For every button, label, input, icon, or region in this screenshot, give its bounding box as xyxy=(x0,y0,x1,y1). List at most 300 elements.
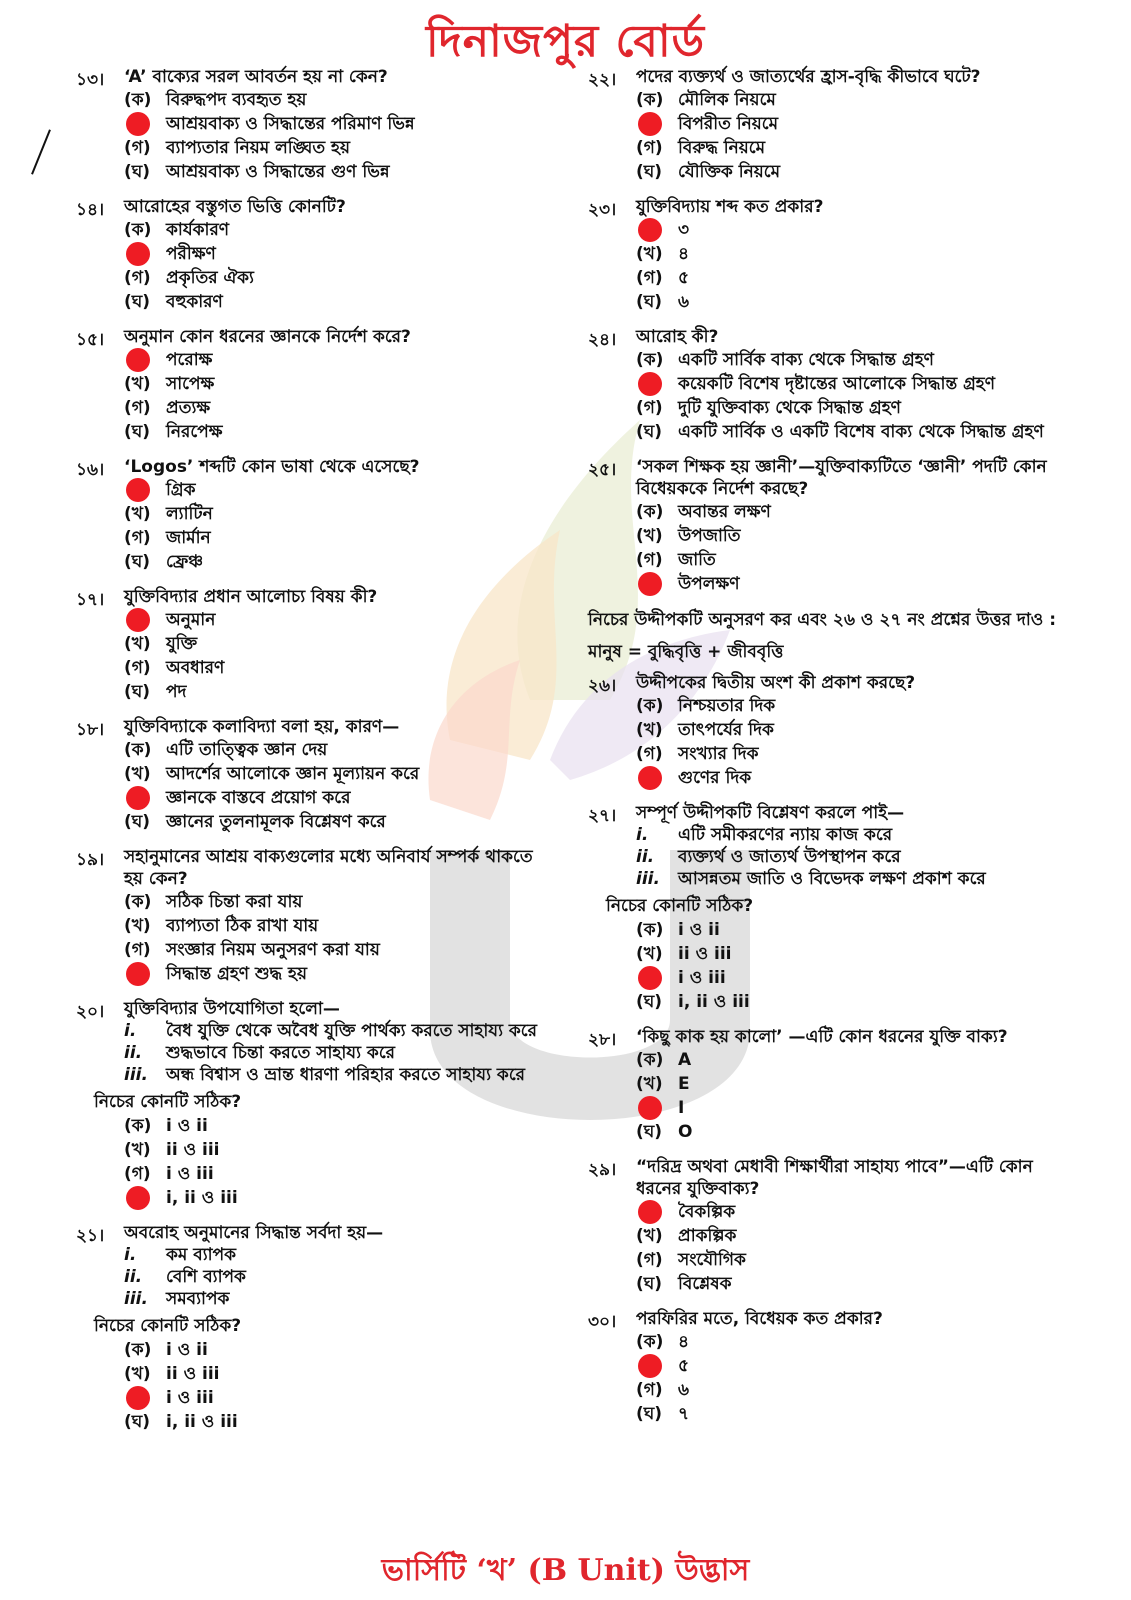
option-text: I xyxy=(678,1098,685,1118)
option-text: সংখ্যার দিক xyxy=(678,744,759,764)
option-label: (ঘ) xyxy=(636,1404,663,1424)
question-text: সম্পূর্ণ উদ্দীপকটি বিশ্লেষণ করলে পাই— xyxy=(636,803,905,823)
option-label: (গ) xyxy=(636,398,663,418)
answer-option xyxy=(124,938,556,962)
option-label: (খ) xyxy=(124,916,151,936)
answer-option xyxy=(636,1096,1058,1120)
question-number: ১৬। xyxy=(76,460,105,480)
answer-option xyxy=(636,1272,1058,1296)
answer-option xyxy=(124,348,556,372)
correct-answer-dot xyxy=(126,1386,150,1410)
option-label: (খ) xyxy=(124,1140,151,1160)
option-label: (গ) xyxy=(636,138,663,158)
option-label: (গ) xyxy=(636,744,663,764)
question-number: ২০। xyxy=(76,1002,105,1022)
statement xyxy=(636,868,1058,890)
statement xyxy=(124,1266,556,1288)
answer-option xyxy=(124,608,556,632)
correct-answer-dot xyxy=(126,242,150,266)
option-label: (গ) xyxy=(636,268,663,288)
option-label: (ক) xyxy=(124,220,152,240)
option-label: (ক) xyxy=(636,1050,664,1070)
question-text: উদ্দীপকের দ্বিতীয় অংশ কী প্রকাশ করছে? xyxy=(636,673,916,693)
answer-option xyxy=(124,290,556,314)
option-text: ৩ xyxy=(678,220,690,240)
option-label: (ক) xyxy=(124,1340,152,1360)
answer-option xyxy=(124,1386,556,1410)
option-text: বহুকারণ xyxy=(166,292,223,312)
statement-label: i. xyxy=(636,825,649,845)
answer-option xyxy=(124,502,556,526)
option-text: অনুমান xyxy=(166,610,216,630)
answer-option xyxy=(636,136,1058,160)
answer-option xyxy=(636,694,1058,718)
option-text: একটি সার্বিক ও একটি বিশেষ বাক্য থেকে সিদ্ধান্ত গ্রহণ xyxy=(678,422,1044,442)
question-number: ২৭। xyxy=(588,806,617,826)
correct-answer-dot xyxy=(638,1096,662,1120)
question-body xyxy=(124,196,556,314)
statement-text: শুদ্ধভাবে চিন্তা করতে সাহায্য করে xyxy=(166,1043,396,1063)
option-label: (ঘ) xyxy=(124,682,151,702)
statement-text: অন্ধ বিশ্বাস ও ভ্রান্ত ধারণা পরিহার করতে সাহায্য করে xyxy=(166,1065,526,1085)
answer-option xyxy=(124,478,556,502)
page-title: দিনাজপুর বোর্ড xyxy=(426,16,705,67)
option-label: (গ) xyxy=(124,398,151,418)
statement-label: ii. xyxy=(124,1043,143,1063)
answer-option xyxy=(636,1378,1058,1402)
answer-option xyxy=(124,762,556,786)
statement-label: ii. xyxy=(124,1267,143,1287)
question-text: যুক্তিবিদ্যার প্রধান আলোচ্য বিষয় কী? xyxy=(124,587,378,607)
answer-option xyxy=(636,372,1058,396)
right-question-column xyxy=(588,66,1058,1438)
option-text: জার্মান xyxy=(166,528,211,548)
option-text: ৫ xyxy=(678,268,690,288)
option-label: (ঘ) xyxy=(636,1122,663,1142)
answer-option xyxy=(124,680,556,704)
question-item xyxy=(588,1156,1058,1296)
option-label: (গ) xyxy=(124,528,151,548)
sub-question: নিচের কোনটি সঠিক? xyxy=(94,1092,242,1112)
correct-answer-dot xyxy=(638,218,662,242)
option-label: (খ) xyxy=(636,720,663,740)
footer-brand: ভার্সিটি ‘খ’ (B Unit) উদ্ভাস xyxy=(381,1553,750,1588)
option-text: i, ii ও iii xyxy=(166,1412,238,1432)
statement-text: কম ব্যাপক xyxy=(166,1245,237,1265)
question-item xyxy=(76,196,556,314)
question-text: ‘A’ বাক্যের সরল আবর্তন হয় না কেন? xyxy=(124,67,388,87)
option-text: E xyxy=(678,1074,690,1094)
correct-answer-dot xyxy=(638,372,662,396)
option-text: A xyxy=(678,1050,692,1070)
option-label: (ঘ) xyxy=(124,552,151,572)
question-item xyxy=(588,672,1058,790)
option-label: (খ) xyxy=(124,374,151,394)
question-number: ৩০। xyxy=(588,1312,617,1332)
answer-option xyxy=(124,420,556,444)
question-number: ২৪। xyxy=(588,330,617,350)
answer-option xyxy=(636,524,1058,548)
option-label: (গ) xyxy=(124,268,151,288)
option-text: ৫ xyxy=(678,1356,690,1376)
option-label: (ঘ) xyxy=(636,992,663,1012)
question-body xyxy=(636,196,1058,314)
question-item xyxy=(588,326,1058,444)
question-body xyxy=(124,716,556,834)
statement-text: এটি সমীকরণের ন্যায় কাজ করে xyxy=(678,825,893,845)
question-body xyxy=(636,66,1058,184)
question-text: পদের ব্যক্ত্যর্থ ও জাত্যর্থের হ্রাস-বৃদ্ধি কীভাবে ঘটে? xyxy=(636,67,981,87)
option-text: ii ও iii xyxy=(166,1140,220,1160)
answer-option xyxy=(124,1138,556,1162)
question-item xyxy=(588,66,1058,184)
statement xyxy=(124,1064,556,1086)
question-item xyxy=(76,716,556,834)
option-text: আশ্রয়বাক্য ও সিদ্ধান্তের পরিমাণ ভিন্ন xyxy=(166,114,415,134)
statement-label: iii. xyxy=(124,1065,148,1085)
question-item xyxy=(76,66,556,184)
question-text: “দরিদ্র অথবা মেধাবী শিক্ষার্থীরা সাহায্য পাবে”—এটি কোন ধরনের যুক্তিবাক্য? xyxy=(636,1157,1033,1199)
question-number: ২৮। xyxy=(588,1030,617,1050)
option-label: (ঘ) xyxy=(124,162,151,182)
option-text: বিপরীত নিয়মে xyxy=(678,114,779,134)
answer-option xyxy=(636,766,1058,790)
question-item xyxy=(76,456,556,574)
option-text: ii ও iii xyxy=(678,944,732,964)
option-text: i ও ii xyxy=(678,920,720,940)
answer-option xyxy=(124,810,556,834)
statement-text: সমব্যাপক xyxy=(166,1289,230,1309)
option-text: O xyxy=(678,1122,693,1142)
statement xyxy=(124,1244,556,1266)
statement-label: i. xyxy=(124,1021,137,1041)
option-text: পরীক্ষণ xyxy=(166,244,216,264)
option-label: (খ) xyxy=(124,764,151,784)
question-text: যুক্তিবিদ্যায় শব্দ কত প্রকার? xyxy=(636,197,824,217)
option-text: i, ii ও iii xyxy=(678,992,750,1012)
answer-option xyxy=(636,966,1058,990)
correct-answer-dot xyxy=(638,966,662,990)
question-item xyxy=(76,998,556,1210)
option-text: প্রাকল্পিক xyxy=(678,1226,737,1246)
question-body xyxy=(636,326,1058,444)
question-number: ১৯। xyxy=(76,850,105,870)
question-body xyxy=(636,1026,1058,1144)
answer-option xyxy=(636,548,1058,572)
option-label: (খ) xyxy=(124,504,151,524)
answer-option xyxy=(636,348,1058,372)
option-text: কয়েকটি বিশেষ দৃষ্টান্তের আলোকে সিদ্ধান্ত গ্রহণ xyxy=(678,374,996,394)
answer-option xyxy=(636,88,1058,112)
option-text: কার্যকারণ xyxy=(166,220,230,240)
option-text: সিদ্ধান্ত গ্রহণ শুদ্ধ হয় xyxy=(166,964,307,984)
statement-label: iii. xyxy=(636,869,660,889)
option-text: জ্ঞানকে বাস্তবে প্রয়োগ করে xyxy=(166,788,351,808)
option-label: (গ) xyxy=(124,1164,151,1184)
option-text: গ্রিক xyxy=(166,480,196,500)
option-text: যৌক্তিক নিয়মে xyxy=(678,162,781,182)
sub-question: নিচের কোনটি সঠিক? xyxy=(606,896,754,916)
option-text: সঠিক চিন্তা করা যায় xyxy=(166,892,303,912)
option-text: ব্যাপ্যতা ঠিক রাখা যায় xyxy=(166,916,319,936)
option-label: (ঘ) xyxy=(636,1274,663,1294)
question-number: ১৪। xyxy=(76,200,105,220)
statement xyxy=(124,1042,556,1064)
question-item xyxy=(76,1222,556,1434)
option-text: এটি তাত্ত্বিক জ্ঞান দেয় xyxy=(166,740,328,760)
option-text: আদর্শের আলোকে জ্ঞান মূল্যায়ন করে xyxy=(166,764,420,784)
option-label: (খ) xyxy=(124,634,151,654)
answer-option xyxy=(124,738,556,762)
option-text: i ও iii xyxy=(166,1164,214,1184)
option-label: (খ) xyxy=(636,944,663,964)
question-number: ১৮। xyxy=(76,720,105,740)
answer-option xyxy=(636,242,1058,266)
answer-option xyxy=(636,1354,1058,1378)
option-text: ফ্রেঞ্চ xyxy=(166,552,204,572)
option-label: (ঘ) xyxy=(124,292,151,312)
question-item xyxy=(76,586,556,704)
option-label: (খ) xyxy=(124,1364,151,1384)
option-text: সংযৌগিক xyxy=(678,1250,746,1270)
option-text: দুটি যুক্তিবাক্য থেকে সিদ্ধান্ত গ্রহণ xyxy=(678,398,901,418)
option-text: আশ্রয়বাক্য ও সিদ্ধান্তের গুণ ভিন্ন xyxy=(166,162,390,182)
option-text: i ও iii xyxy=(166,1388,214,1408)
question-body xyxy=(124,846,556,986)
option-text: অবান্তর লক্ষণ xyxy=(678,502,771,522)
option-text: i ও ii xyxy=(166,1340,208,1360)
question-body xyxy=(606,802,1058,1014)
answer-option xyxy=(124,656,556,680)
option-text: গুণের দিক xyxy=(678,768,752,788)
question-number: ২৩। xyxy=(588,200,617,220)
answer-option xyxy=(636,1224,1058,1248)
answer-option xyxy=(124,914,556,938)
option-label: (ঘ) xyxy=(124,1412,151,1432)
question-text: অনুমান কোন ধরনের জ্ঞানকে নির্দেশ করে? xyxy=(124,327,411,347)
question-item xyxy=(588,1308,1058,1426)
option-text: জ্ঞানের তুলনামূলক বিশ্লেষণ করে xyxy=(166,812,386,832)
answer-option xyxy=(124,136,556,160)
answer-option xyxy=(124,396,556,420)
answer-option xyxy=(124,88,556,112)
answer-option xyxy=(636,918,1058,942)
statement-label: iii. xyxy=(124,1289,148,1309)
answer-option xyxy=(124,1362,556,1386)
option-text: i ও ii xyxy=(166,1116,208,1136)
answer-option xyxy=(124,1162,556,1186)
question-body xyxy=(124,326,556,444)
option-text: প্রকৃতির ঐক্য xyxy=(166,268,254,288)
question-text: পরফিরির মতে, বিধেয়ক কত প্রকার? xyxy=(636,1309,883,1329)
statement-text: ব্যক্ত্যর্থ ও জাত্যর্থ উপস্থাপন করে xyxy=(678,847,901,867)
answer-option xyxy=(124,526,556,550)
stimulus-formula: মানুষ = বুদ্ধিবৃত্তি + জীববৃত্তি xyxy=(588,642,784,662)
option-text: নিরপেক্ষ xyxy=(166,422,223,442)
answer-option xyxy=(636,500,1058,524)
correct-answer-dot xyxy=(126,962,150,986)
option-label: (ক) xyxy=(636,920,664,940)
answer-option xyxy=(124,890,556,914)
option-text: পদ xyxy=(166,682,187,702)
option-label: (ঘ) xyxy=(124,422,151,442)
question-number: ২৫। xyxy=(588,460,617,480)
answer-option xyxy=(124,1410,556,1434)
question-item xyxy=(76,326,556,444)
correct-answer-dot xyxy=(126,1186,150,1210)
question-text: ‘কিছু কাক হয় কালো’ —এটি কোন ধরনের যুক্তি বাক্য? xyxy=(636,1027,1008,1047)
correct-answer-dot xyxy=(126,112,150,136)
question-body xyxy=(124,456,556,574)
answer-option xyxy=(636,942,1058,966)
question-number: ২৯। xyxy=(588,1160,617,1180)
option-label: (ঘ) xyxy=(124,812,151,832)
option-label: (ঘ) xyxy=(636,292,663,312)
answer-option xyxy=(124,112,556,136)
option-text: সাপেক্ষ xyxy=(166,374,215,394)
correct-answer-dot xyxy=(638,766,662,790)
option-label: (খ) xyxy=(636,1074,663,1094)
answer-option xyxy=(636,112,1058,136)
question-item xyxy=(76,846,556,986)
question-body xyxy=(94,1222,556,1434)
option-label: (গ) xyxy=(124,138,151,158)
option-label: (ক) xyxy=(636,350,664,370)
answer-option xyxy=(124,372,556,396)
question-number: ২১। xyxy=(76,1226,105,1246)
option-label: (ক) xyxy=(636,90,664,110)
option-label: (খ) xyxy=(636,1226,663,1246)
left-question-column xyxy=(76,66,556,1446)
option-label: (খ) xyxy=(636,244,663,264)
option-label: (ক) xyxy=(124,90,152,110)
answer-option xyxy=(636,1048,1058,1072)
correct-answer-dot xyxy=(126,786,150,810)
option-label: (গ) xyxy=(636,1250,663,1270)
question-body xyxy=(636,672,1058,790)
option-text: একটি সার্বিক বাক্য থেকে সিদ্ধান্ত গ্রহণ xyxy=(678,350,934,370)
answer-option xyxy=(636,290,1058,314)
question-item xyxy=(588,456,1058,596)
margin-mark xyxy=(31,129,51,174)
stimulus-instruction: নিচের উদ্দীপকটি অনুসরণ কর এবং ২৬ ও ২৭ নং প্রশ্নের উত্তর দাও : xyxy=(588,610,1057,630)
option-text: ৬ xyxy=(678,292,690,312)
question-number: ১৩। xyxy=(76,70,105,90)
statement-text: আসন্নতম জাতি ও বিভেদক লক্ষণ প্রকাশ করে xyxy=(678,869,986,889)
option-text: পরোক্ষ xyxy=(166,350,213,370)
option-text: বৈকল্পিক xyxy=(678,1202,736,1222)
option-label: (ঘ) xyxy=(636,422,663,442)
option-text: বিরুদ্ধপদ ব্যবহৃত হয় xyxy=(166,90,307,110)
correct-answer-dot xyxy=(126,478,150,502)
option-text: যুক্তি xyxy=(166,634,198,654)
option-text: উপজাতি xyxy=(678,526,741,546)
option-label: (ক) xyxy=(124,892,152,912)
option-label: (ঘ) xyxy=(636,162,663,182)
option-text: বিরুদ্ধ নিয়মে xyxy=(678,138,766,158)
answer-option xyxy=(124,550,556,574)
option-text: নিশ্চয়তার দিক xyxy=(678,696,776,716)
question-body xyxy=(636,1156,1058,1296)
answer-option xyxy=(124,1114,556,1138)
option-label: (গ) xyxy=(124,940,151,960)
question-text: আরোহের বস্তুগত ভিত্তি কোনটি? xyxy=(124,197,346,217)
answer-option xyxy=(636,160,1058,184)
answer-option xyxy=(124,632,556,656)
option-text: তাৎপর্যের দিক xyxy=(678,720,774,740)
statement-text: বৈধ যুক্তি থেকে অবৈধ যুক্তি পার্থক্য করতে সাহায্য করে xyxy=(166,1021,537,1041)
answer-option xyxy=(124,218,556,242)
option-text: উপলক্ষণ xyxy=(678,574,740,594)
option-label: (গ) xyxy=(636,550,663,570)
statement xyxy=(124,1288,556,1310)
answer-option xyxy=(124,786,556,810)
answer-option xyxy=(636,1248,1058,1272)
question-body xyxy=(124,66,556,184)
option-text: ৬ xyxy=(678,1380,690,1400)
correct-answer-dot xyxy=(126,608,150,632)
statement-label: ii. xyxy=(636,847,655,867)
statement xyxy=(636,824,1058,846)
answer-option xyxy=(124,242,556,266)
answer-option xyxy=(636,266,1058,290)
option-text: মৌলিক নিয়মে xyxy=(678,90,776,110)
option-label: (ক) xyxy=(124,1116,152,1136)
correct-answer-dot xyxy=(638,1200,662,1224)
statement-text: বেশি ব্যাপক xyxy=(166,1267,246,1287)
question-item xyxy=(588,1026,1058,1144)
question-text: আরোহ কী? xyxy=(636,327,719,347)
question-body xyxy=(124,586,556,704)
option-text: প্রত্যক্ষ xyxy=(166,398,211,418)
answer-option xyxy=(636,218,1058,242)
answer-option xyxy=(636,572,1058,596)
question-text: যুক্তিবিদ্যাকে কলাবিদ্যা বলা হয়, কারণ— xyxy=(124,717,400,737)
option-text: ল্যাটিন xyxy=(166,504,213,524)
option-text: সংজ্ঞার নিয়ম অনুসরণ করা যায় xyxy=(166,940,380,960)
answer-option xyxy=(124,266,556,290)
answer-option xyxy=(636,990,1058,1014)
answer-option xyxy=(636,1120,1058,1144)
option-text: ৪ xyxy=(678,244,690,264)
statement-label: i. xyxy=(124,1245,137,1265)
question-text: ‘Logos’ শব্দটি কোন ভাষা থেকে এসেছে? xyxy=(124,457,420,477)
question-body xyxy=(94,998,556,1210)
correct-answer-dot xyxy=(638,112,662,136)
option-text: ৭ xyxy=(678,1404,690,1424)
correct-answer-dot xyxy=(638,1354,662,1378)
question-number: ১৭। xyxy=(76,590,105,610)
answer-option xyxy=(636,718,1058,742)
option-text: i, ii ও iii xyxy=(166,1188,238,1208)
question-item xyxy=(588,802,1058,1014)
answer-option xyxy=(124,962,556,986)
option-text: ব্যাপ্যতার নিয়ম লঙ্ঘিত হয় xyxy=(166,138,350,158)
correct-answer-dot xyxy=(638,572,662,596)
question-body xyxy=(636,1308,1058,1426)
question-body xyxy=(636,456,1058,596)
option-text: ii ও iii xyxy=(166,1364,220,1384)
answer-option xyxy=(636,1200,1058,1224)
answer-option xyxy=(636,1402,1058,1426)
option-text: i ও iii xyxy=(678,968,726,988)
question-text: অবরোহ অনুমানের সিদ্ধান্ত সর্বদা হয়— xyxy=(124,1223,384,1243)
option-label: (ক) xyxy=(124,740,152,760)
answer-option xyxy=(124,160,556,184)
option-text: ৪ xyxy=(678,1332,690,1352)
answer-option xyxy=(636,742,1058,766)
option-label: (খ) xyxy=(636,526,663,546)
